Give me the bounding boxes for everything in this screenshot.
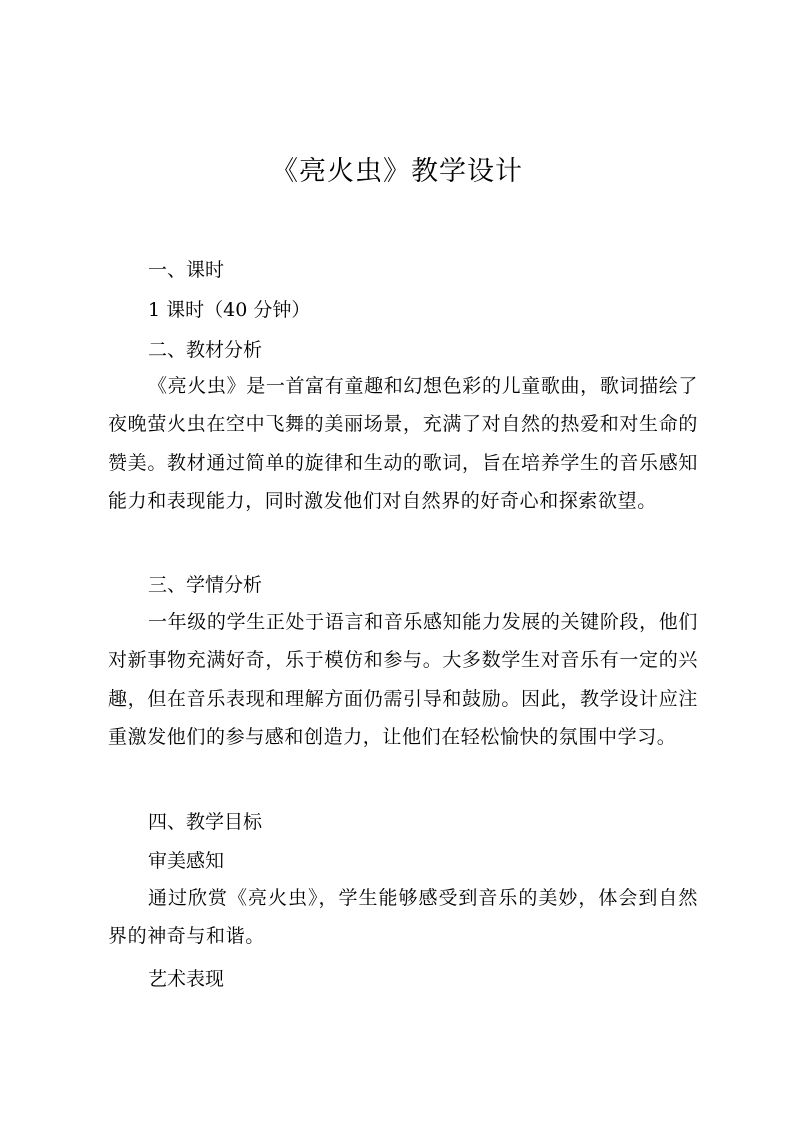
document-title: 《亮火虫》教学设计 <box>271 156 523 187</box>
body-text: 1 课时（40 分钟） <box>148 299 311 321</box>
heading-text: 四、教学目标 <box>148 811 263 833</box>
section-4-heading <box>108 809 698 835</box>
section-4-body <box>108 879 698 956</box>
heading-text: 二、教材分析 <box>148 339 263 361</box>
section-1-heading <box>108 257 698 283</box>
section-2-heading <box>108 337 698 363</box>
section-4-subheading-2 <box>108 966 698 992</box>
section-3-body <box>108 603 698 756</box>
section-4-subheading-1 <box>108 848 698 874</box>
section-3-heading <box>108 572 698 598</box>
section-2-body <box>108 367 698 520</box>
paragraph: 一年级的学生正处于语言和音乐感知能力发展的关键阶段，他们对新事物充满好奇，乐于模仿和参与。大多数学生对音乐有一定的兴趣，但在音乐表现和理解方面仍需引导和鼓励。因此，教学设计应注重激发他们的参与感和创造力，让他们在轻松愉快的氛围中学习。 <box>108 611 698 748</box>
paragraph: 通过欣赏《亮火虫》，学生能够感受到音乐的美妙，体会到自然界的神奇与和谐。 <box>108 887 698 948</box>
heading-text: 三、学情分析 <box>148 574 263 596</box>
section-1-body <box>108 297 698 323</box>
paragraph: 《亮火虫》是一首富有童趣和幻想色彩的儿童歌曲，歌词描绘了夜晚萤火虫在空中飞舞的美丽场景，充满了对自然的热爱和对生命的赞美。教材通过简单的旋律和生动的歌词，旨在培养学生的音乐感知能力和表现能力，同时激发他们对自然界的好奇心和探索欲望。 <box>108 375 698 512</box>
subheading-text: 审美感知 <box>148 850 225 872</box>
heading-text: 一、课时 <box>148 259 225 281</box>
subheading-text: 艺术表现 <box>148 968 225 990</box>
